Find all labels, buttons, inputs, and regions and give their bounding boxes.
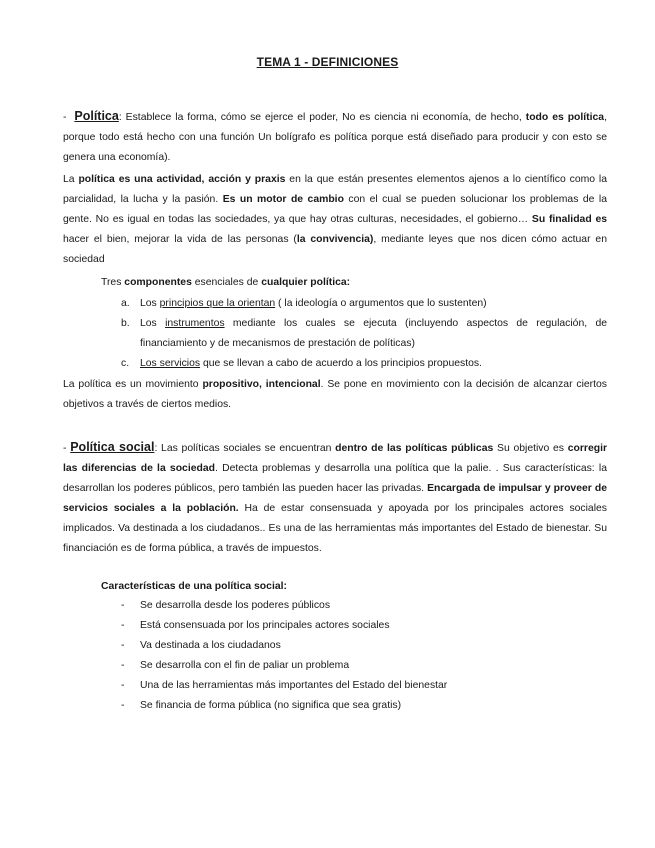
politica-social-paragraph-1 [63,437,607,559]
list-marker: - [121,660,125,671]
politica-p3-text [63,375,607,415]
bold-text-run: componentes [124,277,192,288]
list-item [121,616,607,636]
bold-text-run: corregir las diferencias de la sociedad [63,443,608,474]
list-item [121,636,607,656]
bold-text-run: la convivencia) [296,234,374,245]
bold-text-run: Su finalidad es [531,214,608,225]
list-item [121,676,607,696]
component-pre: Los [140,318,166,329]
component-item-c [121,354,607,374]
politica-social-p1-text [63,443,607,554]
text-run: Ha de estar consensuada y apoyada por los principales actores sociales implicados. Va destinada a los ciudadanos.. Es una de las herramientas más importantes del Estado de bienestar. Su financiación es de forma pública, a través de impuestos. [63,503,607,554]
text-run: Su objetivo es [493,443,568,454]
component-pre: Los [140,298,160,309]
list-item-text: Se desarrolla desde los poderes públicos [140,600,331,611]
components-list [63,294,607,374]
component-item-a [121,294,607,314]
features-list-wrap [63,596,607,716]
features-title-text: Características de una política social: [101,581,287,592]
list-marker: - [121,700,125,711]
text-run: . Detecta problemas y desarrolla una política que la palie. . Sus características: la desarrollan los poderes públicos, pero también las pueden hacer las privadas. [63,463,607,494]
list-item-text: Va destinada a los ciudadanos [140,640,281,651]
text-run: con el cual se pueden solucionar los problemas de la gente. No es igual en todas las sociedades, ya que hay otras culturas, necesidades, el gobierno… [63,194,607,225]
bold-text-run: Es un motor de cambio [222,194,344,205]
components-intro-text [101,273,607,293]
list-item-text: Una de las herramientas más importantes del Estado del bienestar [140,680,448,691]
section-dash: - [63,443,67,454]
list-item-text: Se financia de forma pública (no significa que sea gratis) [140,700,402,711]
features-list [63,596,607,716]
section-heading: Política social [70,440,155,454]
section-politica-social [63,437,607,559]
component-underlined: principios que la orientan [159,298,276,309]
section-heading: Política [74,109,119,123]
text-run: esenciales de [191,277,262,288]
text-run: La política es un movimiento [63,379,203,390]
component-underlined: Los servicios [140,358,201,369]
text-run: La [63,174,79,185]
bold-text-run: política es una actividad, acción y praxis [78,174,286,185]
politica-paragraph-3 [63,375,607,415]
document-title: TEMA 1 - DEFINICIONES [256,55,399,69]
components-intro [63,273,607,293]
bold-text-run: todo es política [525,112,605,123]
component-underlined: instrumentos [165,318,225,329]
list-item [121,696,607,716]
text-run: : Establece la forma, cómo se ejerce el poder, No es ciencia ni economía, de hecho, [118,112,526,123]
bold-text-run: cualquier política: [261,277,351,288]
list-marker: b. [121,318,130,329]
list-marker: c. [121,358,130,369]
bold-text-run: dentro de las políticas públicas [335,443,494,454]
text-run: en la que están presentes elementos ajenos a lo científico como la parcialidad, la lucha y la pasión. [63,174,608,205]
list-marker: - [121,680,125,691]
features-title [63,577,607,597]
list-marker: - [121,640,125,651]
politica-paragraph-2 [63,170,607,270]
section-politica [63,106,607,168]
component-post: que se llevan a cabo de acuerdo a los principios propuestos. [200,358,482,369]
list-marker: a. [121,298,130,309]
bold-text-run: Encargada de impulsar y proveer de servicios sociales a la población. [63,483,607,514]
text-run: , mediante leyes que nos dicen cómo actuar en sociedad [63,234,607,265]
component-item-b [121,314,607,354]
component-post: mediante los cuales se ejecuta (incluyendo aspectos de regulación, de financiamiento y de mecanismos de prestación de políticas) [140,318,607,349]
text-run: Tres [101,277,125,288]
list-item-text: Se desarrolla con el fin de paliar un problema [140,660,350,671]
list-marker: - [121,600,125,611]
text-run: : Las políticas sociales se encuentran [154,443,336,454]
component-post: ( la ideología o argumentos que lo sustenten) [275,298,487,309]
politica-p1-text [63,112,607,163]
text-run: . Se pone en movimiento con la decisión de alcanzar ciertos objetivos a través de ciertos medios. [63,379,607,410]
politica-paragraph-1 [63,106,607,168]
text-run: , porque todo está hecho con una función Un bolígrafo es política porque está diseñado para producir y con esto se genera una economía). [63,112,607,163]
list-item [121,596,607,616]
list-item [121,656,607,676]
section-dash: - [63,112,67,123]
list-item-text: Está consensuada por los principales actores sociales [140,620,390,631]
text-run: hacer el bien, mejorar la vida de las personas ( [63,234,297,245]
bold-text-run: propositivo, intencional [202,379,321,390]
list-marker: - [121,620,125,631]
politica-p2-text [63,170,607,270]
components-list-wrap [63,294,607,374]
